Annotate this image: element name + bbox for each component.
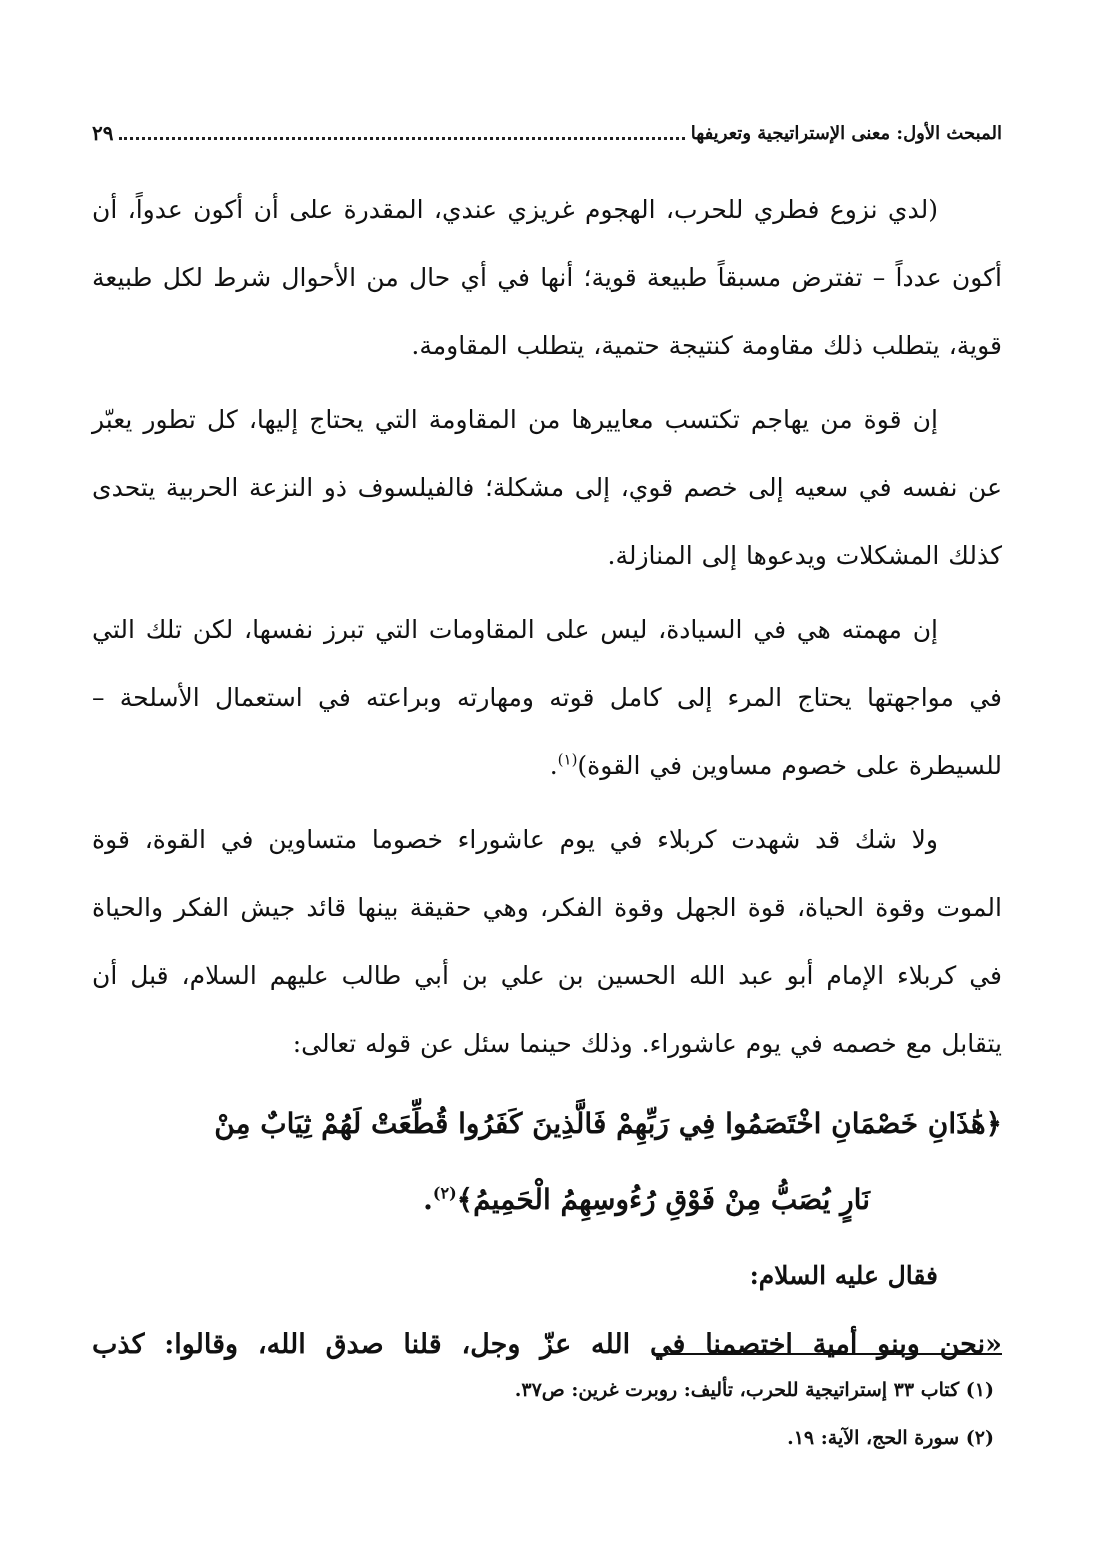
footnote-divider: [652, 1353, 1002, 1355]
verse-line-2: [92, 1162, 1002, 1238]
verse-line-2-text: نَارٍ يُصَبُّ مِنْ فَوْقِ رُءُوسِهِمُ الْحَمِيمُ﴾: [456, 1183, 870, 1216]
footnote-1: (١) كتاب ٣٣ إستراتيجية للحرب، تأليف: روبرت غرين: ص٣٧.: [514, 1379, 994, 1401]
verse-end: .: [423, 1183, 433, 1216]
paragraph-4: ولا شك قد شهدت كربلاء في يوم عاشوراء خصوما متساوين في القوة، قوة الموت وقوة الحياة، قوة الجهل وقوة الفكر، وهي حقيقة بينها قائد جيش الفكر والحياة في كربلاء الإمام أبو عبد الله الحسين بن علي بن أبي طالب عليهم السلام، قبل أن يتقابل مع خصمه في يوم عاشوراء. وذلك حينما سئل عن قوله تعالى:: [92, 825, 1002, 1058]
leader-dots: [119, 137, 684, 140]
footnote-ref-1[interactable]: (١): [557, 750, 578, 769]
book-page: [92, 0, 1002, 1564]
paragraph-2: إن قوة من يهاجم تكتسب معاييرها من المقاومة التي يحتاج إليها، كل تطور يعبّر عن نفسه في سعيه إلى خصم قوي، إلى مشكلة؛ فالفيلسوف ذو النزعة الحربية يتحدى كذلك المشكلات ويدعوها إلى المنازلة.: [92, 405, 1002, 570]
footnote-ref-2[interactable]: (٢): [432, 1183, 457, 1203]
paragraph-3-end: .: [549, 751, 558, 780]
footnotes: [92, 1370, 994, 1466]
section-title: المبحث الأول: معنى الإستراتيجية وتعريفها: [690, 122, 1002, 144]
paragraph-3: [92, 596, 1002, 800]
page-number: ٢٩: [92, 121, 114, 145]
body-text: [92, 176, 1002, 1376]
paragraph-1: (لدي نزوع فطري للحرب، الهجوم غريزي عندي، المقدرة على أن أكون عدواً، أن أكون عدداً – تفترض مسبقاً طبيعة قوية؛ أنها في أي حال من الأحوال شرط لكل طبيعة قوية، يتطلب ذلك مقاومة كنتيجة حتمية، يتطلب المقاومة.: [92, 195, 1002, 360]
quran-verse: [92, 1086, 1002, 1238]
hadith-quote: «نحن وبنو أمية اختصمنا في الله عزّ وجل، قلنا صدق الله، وقالوا: كذب: [92, 1329, 1002, 1360]
footnote-2: (٢) سورة الحج، الآية: ١٩.: [787, 1427, 994, 1449]
paragraph-3-text: إن مهمته هي في السيادة، ليس على المقاومات التي تبرز نفسها، لكن تلك التي في مواجهتها يحتاج المرء إلى كامل قوته ومهارته وبراعته في استعمال الأسلحة – للسيطرة على خصوم مساوين في القوة): [92, 615, 1002, 780]
speaker-line: فقال عليه السلام:: [749, 1261, 938, 1290]
verse-line-1: ﴿هَٰذَانِ خَصْمَانِ اخْتَصَمُوا فِي رَبِّهِمْ فَالَّذِينَ كَفَرُوا قُطِّعَتْ لَهُمْ ثِيَابٌ مِنْ: [214, 1107, 1002, 1140]
running-header: [92, 116, 1002, 150]
